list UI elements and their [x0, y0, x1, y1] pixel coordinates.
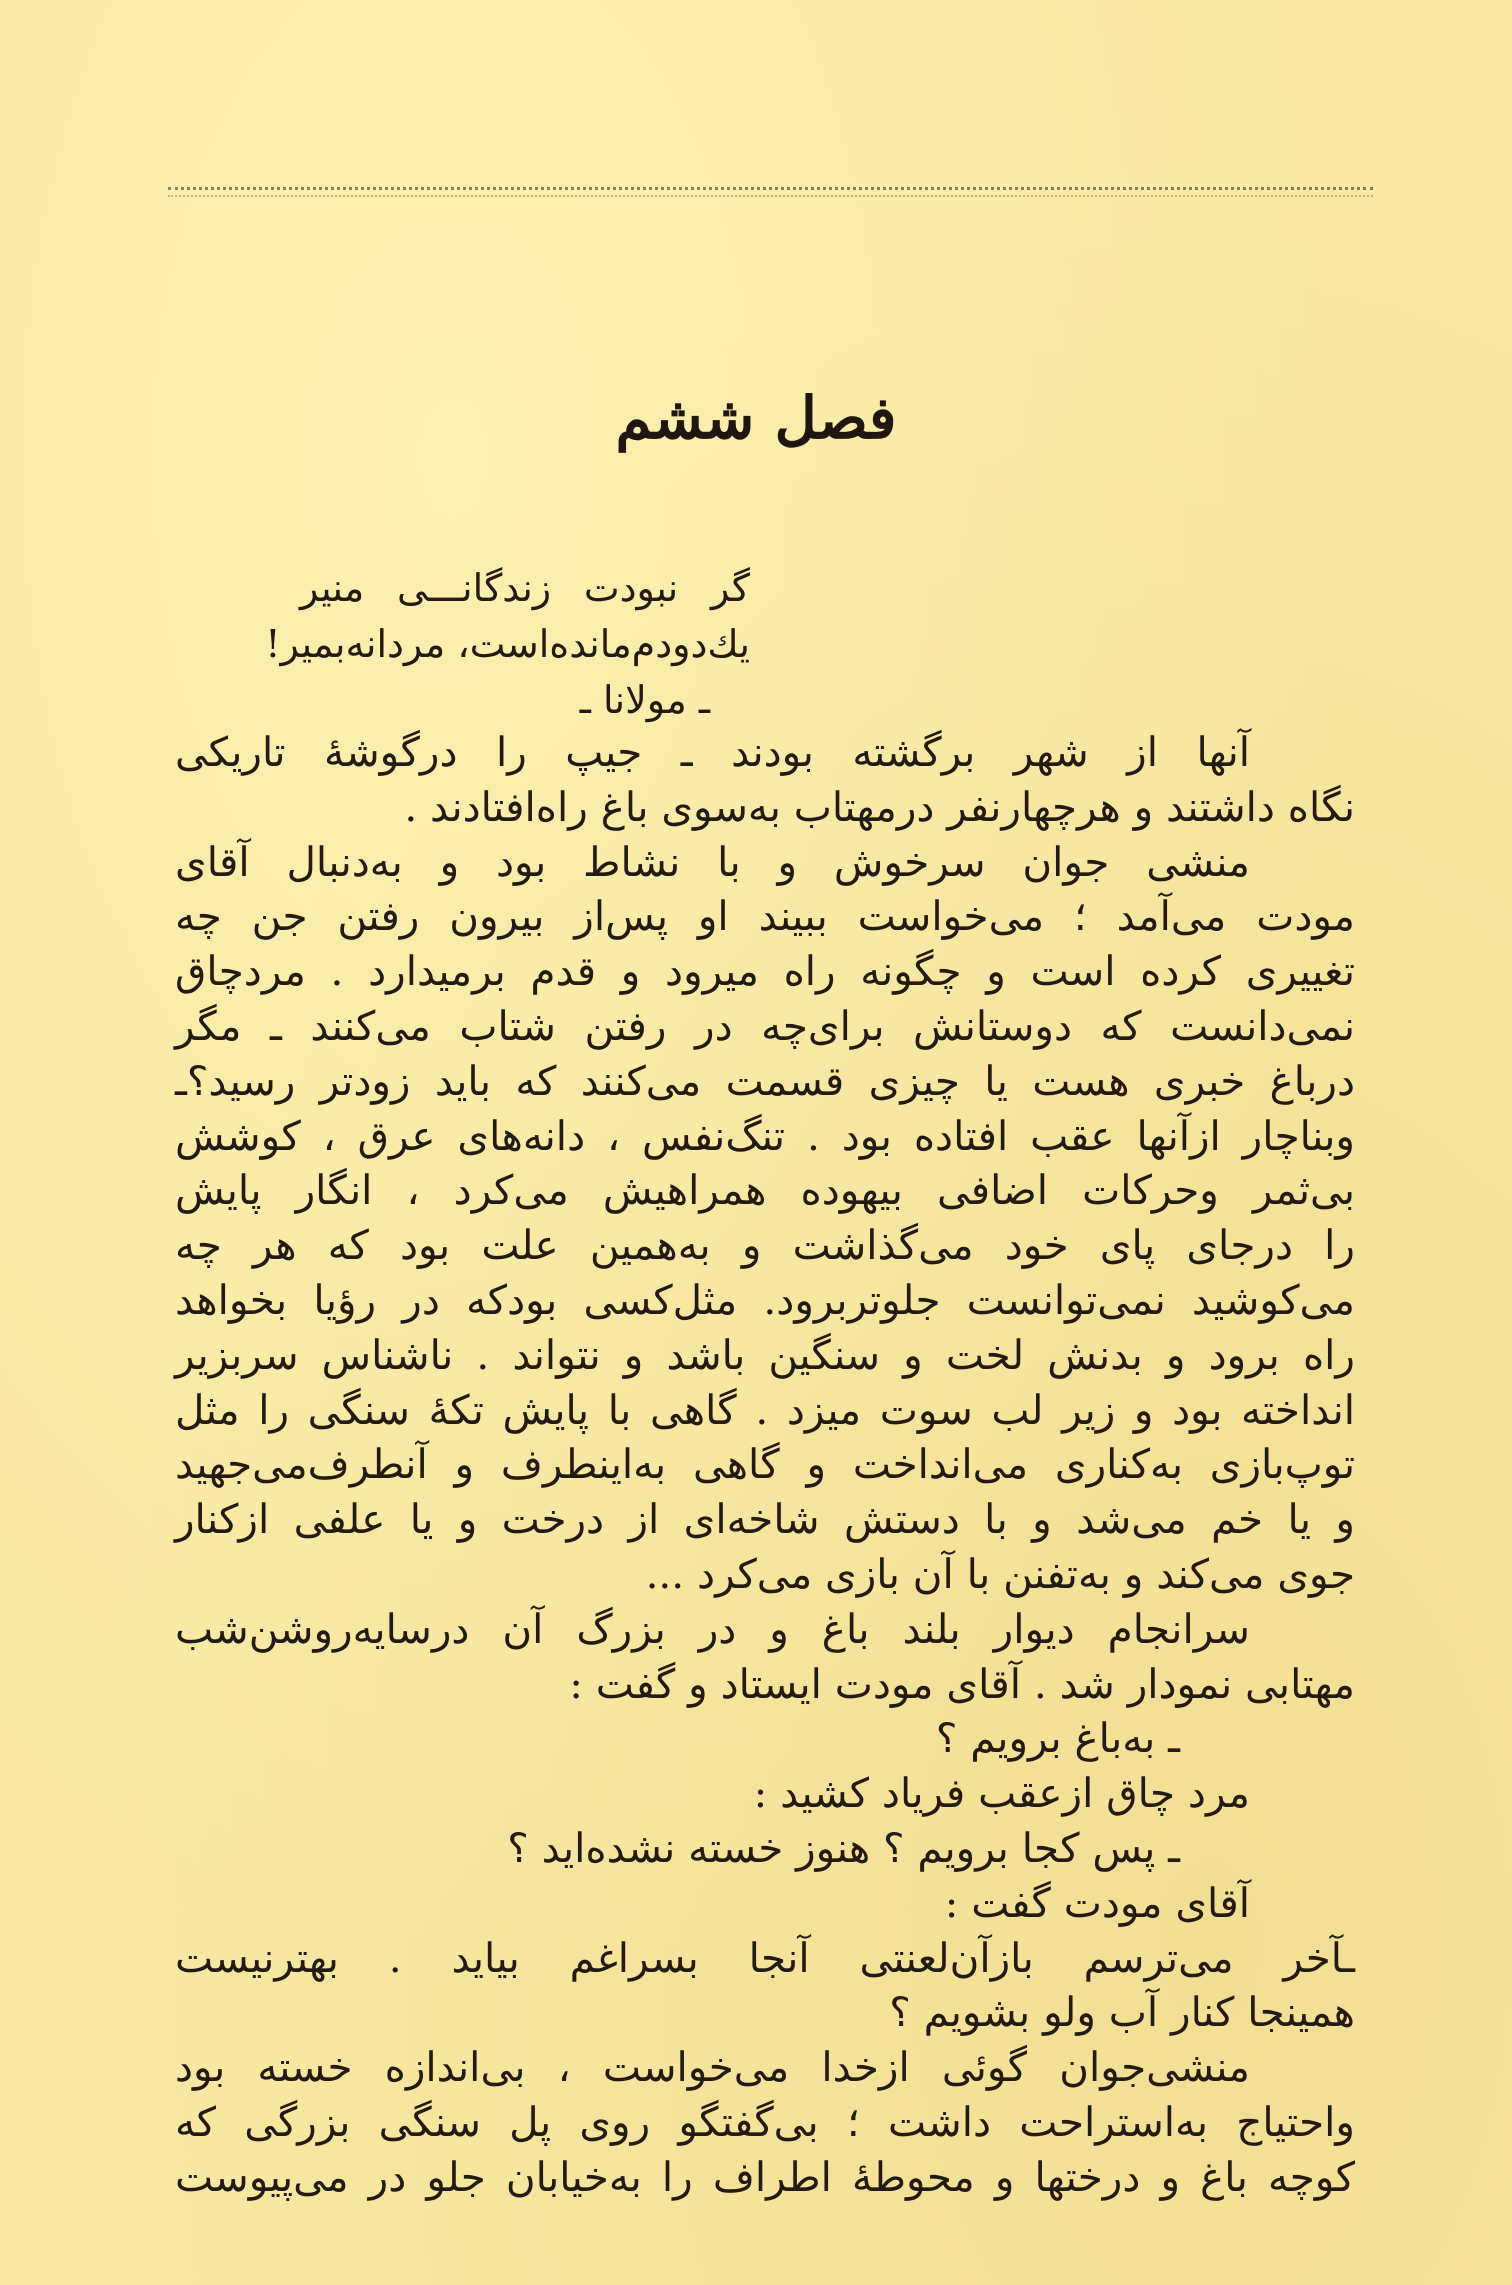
body-text — [175, 725, 1355, 2205]
text-line: درباغ خبری هست یا چیزی قسمت می‌کنند که باید زودتر رسید؟ـ — [175, 1056, 1355, 1105]
poem-line: گر نبودت زندگانـــی منیر — [300, 566, 750, 610]
text-line: همینجا کنار آب ولو بشویم ؟ — [889, 1988, 1355, 2037]
epigraph-poem — [265, 560, 750, 728]
text-line: تغییری کرده است و چگونه راه میرود و قدم برمیدارد . مردچاق — [175, 947, 1355, 996]
text-line: ـآخر می‌ترسم بازآن‌لعنتی آنجا بسراغم بیاید . بهترنیست — [175, 1933, 1355, 1982]
text-line: سرانجام دیوار بلند باغ و در بزرگ آن درسایه‌روشن‌شب — [175, 1604, 1250, 1653]
text-line: راه برود و بدنش لخت و سنگین باشد و نتواند . ناشناس سربزیر — [175, 1330, 1355, 1379]
poem-line: یك‌دودم‌مانده‌است، مردانه‌بمیر! — [265, 622, 750, 666]
dialog-line: ـ به‌باغ برویم ؟ — [935, 1714, 1180, 1763]
top-dotted-rule — [168, 187, 1373, 190]
poem-attribution: ـ مولانا ـ — [579, 678, 710, 722]
text-line: واحتیاج به‌استراحت داشت ؛ بی‌گفتگو روی پل سنگی بزرگی که — [175, 2097, 1355, 2146]
chapter-title: فصل ششم — [615, 384, 897, 452]
text-line: جوی می‌کند و به‌تفنن با آن بازی می‌کرد ... — [645, 1549, 1355, 1598]
text-line: آنها از شهر برگشته بودند ـ جیپ را درگوشهٔ تاریکی — [175, 728, 1250, 776]
text-line: بی‌ثمر وحرکات اضافی بیهوده همراهیش می‌کرد ، انگار پایش — [175, 1166, 1355, 1215]
text-line: مودت می‌آمد ؛ می‌خواست ببیند او پس‌از بیرون رفتن جن چه — [175, 892, 1355, 941]
text-line: انداخته بود و زیر لب سوت میزد . گاهی با پایش تکهٔ سنگی را مثل — [175, 1385, 1355, 1434]
text-line: نمی‌دانست که دوستانش برای‌چه در رفتن شتاب می‌کنند ـ مگر — [175, 1001, 1355, 1050]
text-line: را درجای پای خود می‌گذاشت و به‌همین علت بود که هر چه — [175, 1221, 1355, 1270]
text-line: وبناچار ازآنها عقب افتاده بود . تنگ‌نفس ، دانه‌های عرق ، کوشش — [175, 1111, 1355, 1160]
text-line: منشی‌جوان گوئی ازخدا می‌خواست ، بی‌اندازه خسته بود — [175, 2043, 1250, 2092]
dialog-line: ـ پس کجا برویم ؟ هنوز خسته نشده‌اید ؟ — [507, 1823, 1180, 1872]
text-line: نگاه داشتند و هرچهارنفر درمهتاب به‌سوی باغ راه‌افتادند . — [404, 782, 1355, 831]
text-line: کوچه باغ و درختها و محوطهٔ اطراف را به‌خیابان جلو در می‌پیوست — [175, 2152, 1355, 2201]
text-line: مهتابی نمودار شد . آقای مودت ایستاد و گفت : — [569, 1659, 1355, 1708]
text-line: مرد چاق ازعقب فریاد کشید : — [753, 1769, 1250, 1818]
text-line: می‌کوشید نمی‌توانست جلوتربرود. مثل‌کسی بودکه در رؤیا بخواهد — [175, 1275, 1355, 1324]
text-line: توپ‌بازی به‌کناری می‌انداخت و گاهی به‌اینطرف و آنطرف‌می‌جهید — [175, 1440, 1355, 1489]
top-dotted-rule-secondary — [168, 195, 1373, 197]
text-line: منشی جوان سرخوش و با نشاط بود و به‌دنبال آقای — [175, 837, 1250, 886]
text-line: و یا خم می‌شد و با دستش شاخه‌ای از درخت و یا علفی ازکنار — [175, 1495, 1355, 1544]
text-line: آقای مودت گفت : — [944, 1878, 1250, 1927]
